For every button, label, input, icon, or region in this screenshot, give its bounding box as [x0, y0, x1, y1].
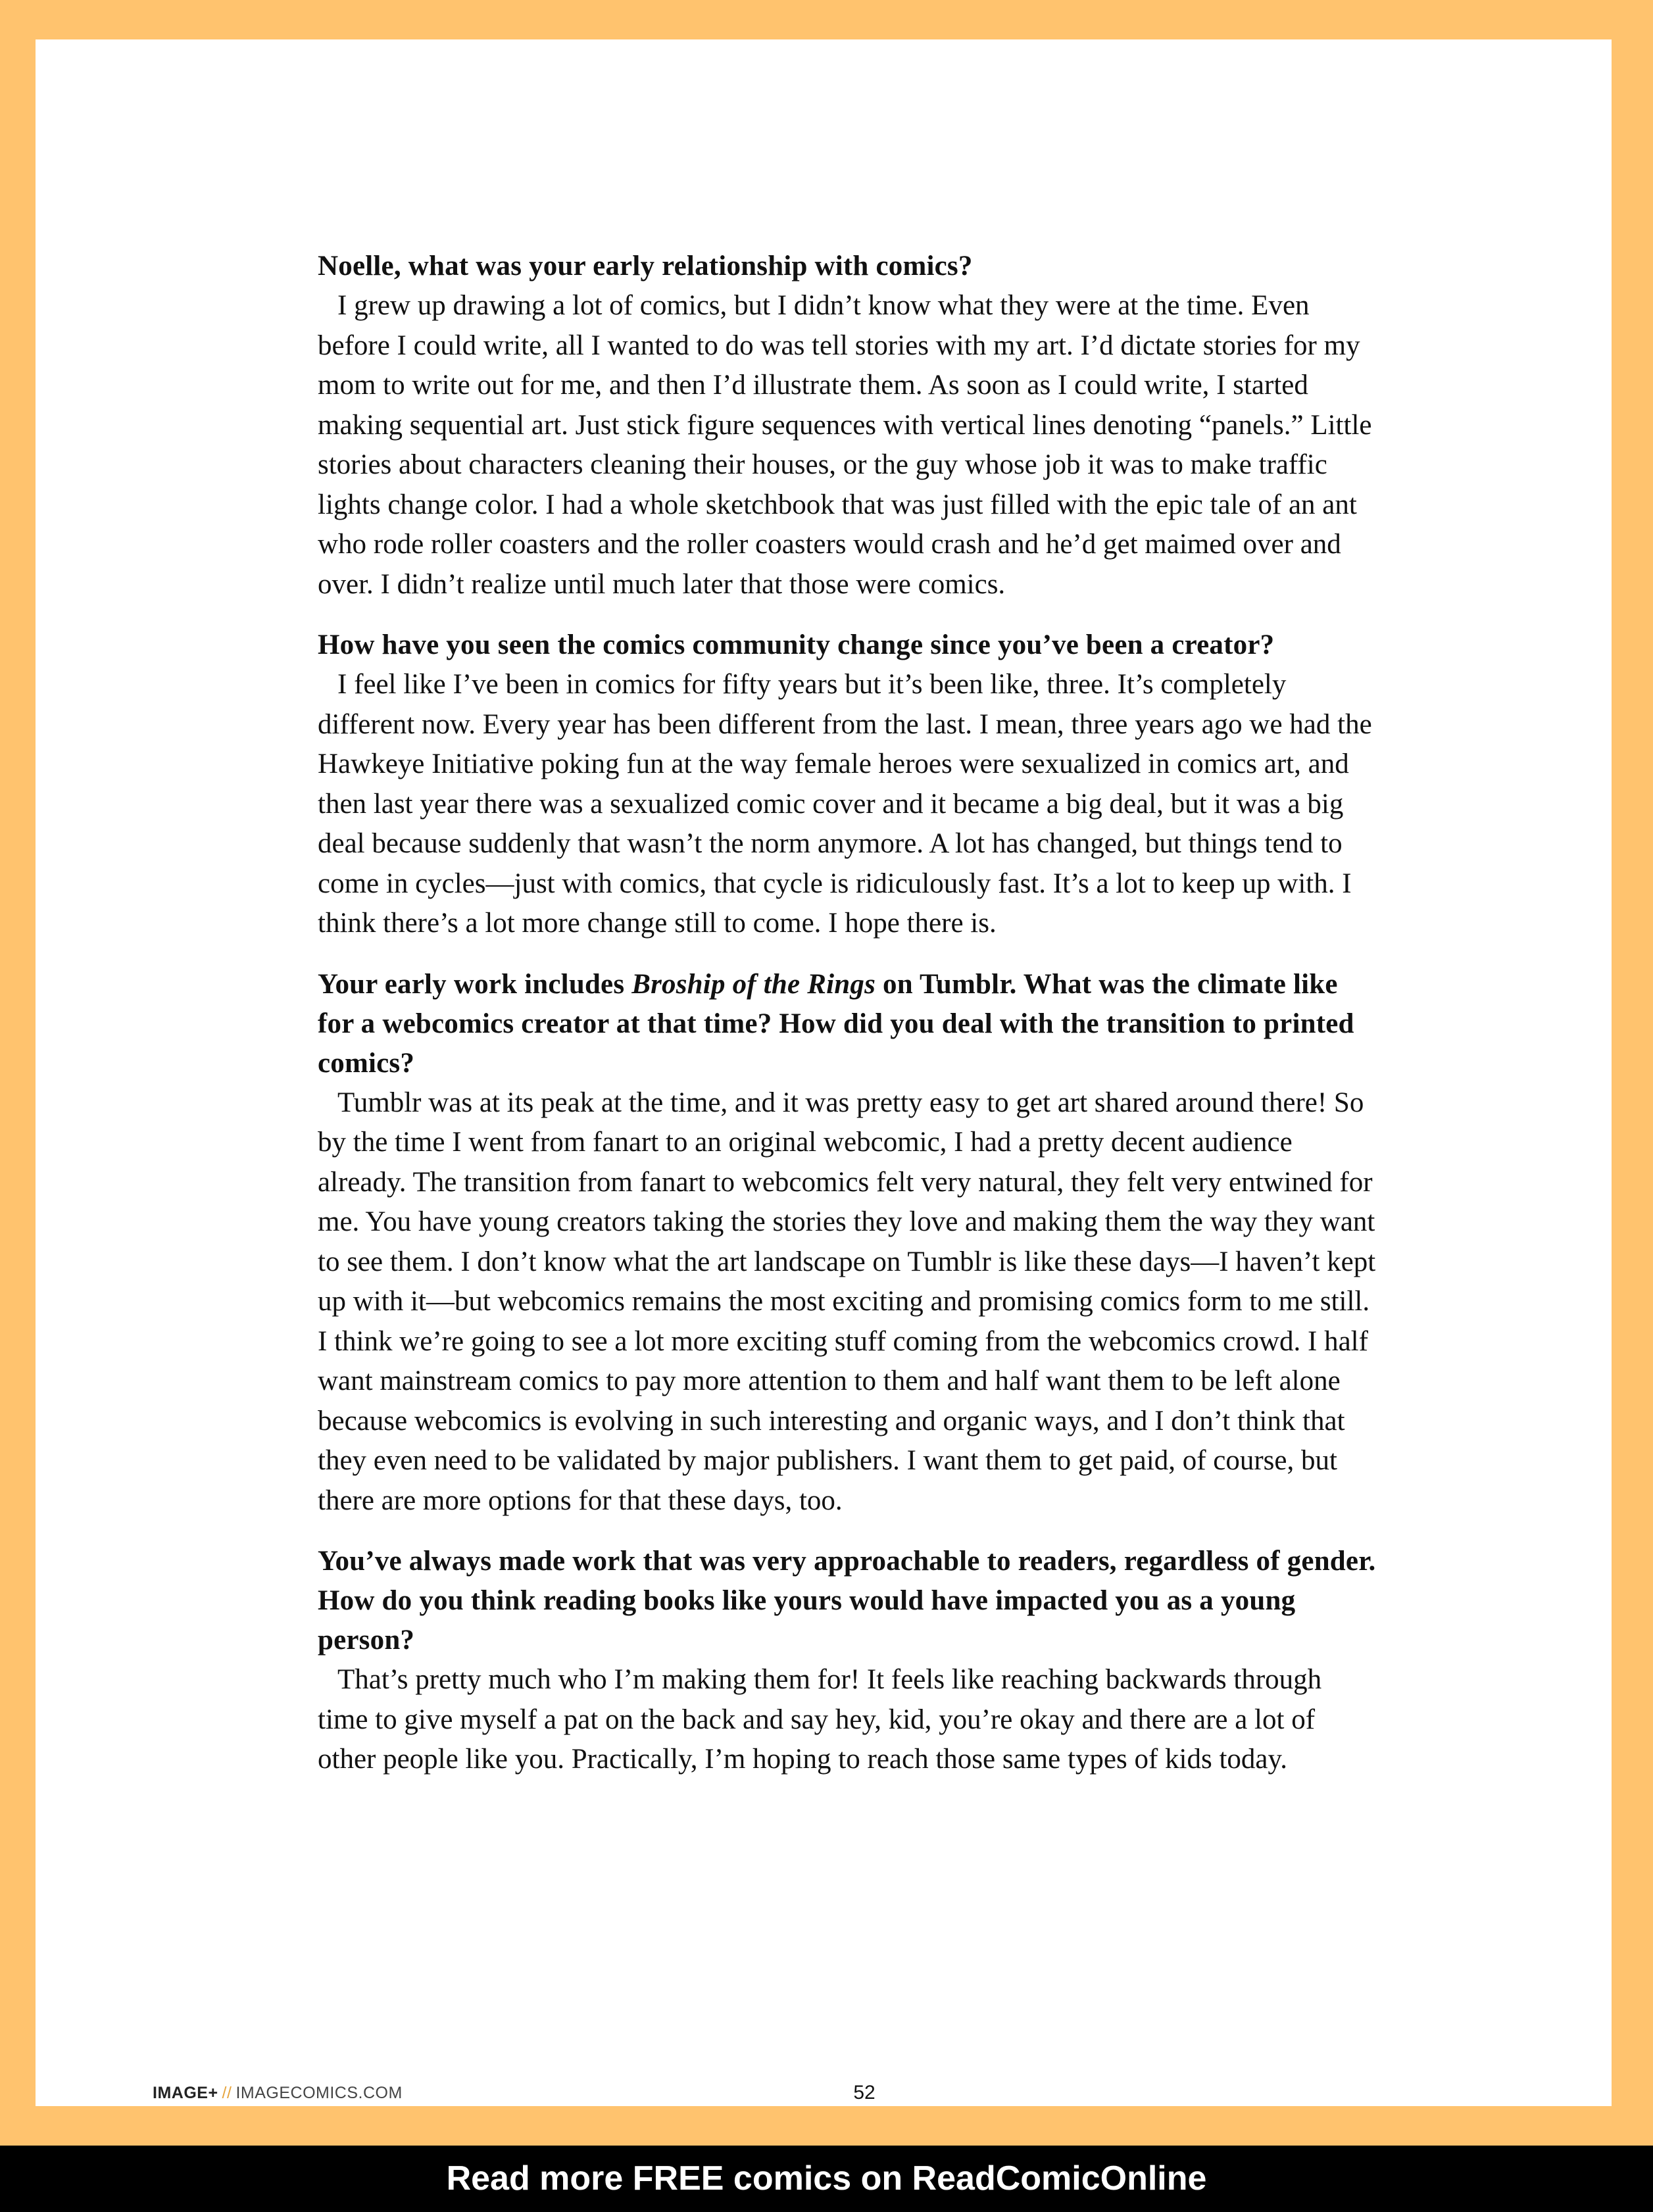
- publisher-brand: IMAGE+: [153, 2084, 218, 2102]
- question-3-intro: Your early work includes: [318, 968, 632, 1000]
- interview-question-3: [318, 965, 1377, 1083]
- question-3-rest: on Tumblr. What was the climate like for a webcomics creator at that time? How did you deal with the transition to printed comics?: [318, 968, 1354, 1079]
- interview-question-2: How have you seen the comics community change since you’ve been a creator?: [318, 629, 1275, 660]
- interview-article: [318, 201, 1377, 1801]
- magazine-page: [36, 39, 1612, 2106]
- interview-question-4: You’ve always made work that was very approachable to readers, regardless of gender. How do you think reading books like yours would have impacted you as a young person?: [318, 1546, 1376, 1656]
- interview-answer-1: I grew up drawing a lot of comics, but I didn’t know what they were at the time. Even before I could write, all I wanted to do was tell stories with my art. I’d dictate stories for my mom to write out for me, and then I’d illustrate them. As soon as I could write, I started making sequential art. Just stick figure sequences with vertical lines denoting “panels.” Little stories about characters cleaning their houses, or the guy whose job it was to make traffic lights change color. I had a whole sketchbook that was just filled with the epic tale of an ant who rode roller coasters and the roller coasters would crash and he’d get maimed over and over. I didn’t realize until much later that those were comics.: [318, 290, 1372, 600]
- interview-answer-3: Tumblr was at its peak at the time, and it was pretty easy to get art shared around there! So by the time I went from fanart to an original webcomic, I had a pretty decent audience already. The transition from fanart to webcomics felt very natural, they felt very entwined for me. You have young creators taking the stories they love and making them the way they want to see them. I don’t know what the art landscape on Tumblr is like these days—I haven’t kept up with it—but webcomics remains the most exciting and promising comics form to me still. I think we’re going to see a lot more exciting stuff coming from the webcomics crowd. I half want mainstream comics to pay more attention to them and half want them to be left alone because webcomics is evolving in such interesting and organic ways, and I don’t think that they even need to be validated by major publishers. I want them to get paid, of course, but there are more options for that these days, too.: [318, 1087, 1376, 1516]
- interview-question-1: Noelle, what was your early relationship with comics?: [318, 251, 973, 282]
- publisher-website: IMAGECOMICS.COM: [235, 2084, 403, 2102]
- promo-banner[interactable]: Read more FREE comics on ReadComicOnline: [0, 2146, 1653, 2212]
- page-number: 52: [853, 2082, 876, 2103]
- footer-publisher: [153, 2084, 403, 2103]
- interview-answer-4: That’s pretty much who I’m making them for! It feels like reaching backwards through time to give myself a pat on the back and say hey, kid, you’re okay and there are a lot of other people like you. Practically, I’m hoping to reach those same types of kids today.: [318, 1664, 1322, 1775]
- comic-title: Broship of the Rings: [631, 968, 876, 1000]
- interview-answer-2: I feel like I’ve been in comics for fifty years but it’s been like, three. It’s completely different now. Every year has been different from the last. I mean, three years ago we had the Hawkeye Initiative poking fun at the way female heroes were sexualized in comics art, and then last year there was a sexualized comic cover and it became a big deal, but it was a big deal because suddenly that wasn’t the norm anymore. A lot has changed, but things tend to come in cycles—just with comics, that cycle is ridiculously fast. It’s a lot to keep up with. I think there’s a lot more change still to come. I hope there is.: [318, 669, 1372, 939]
- footer-separator: //: [222, 2084, 232, 2102]
